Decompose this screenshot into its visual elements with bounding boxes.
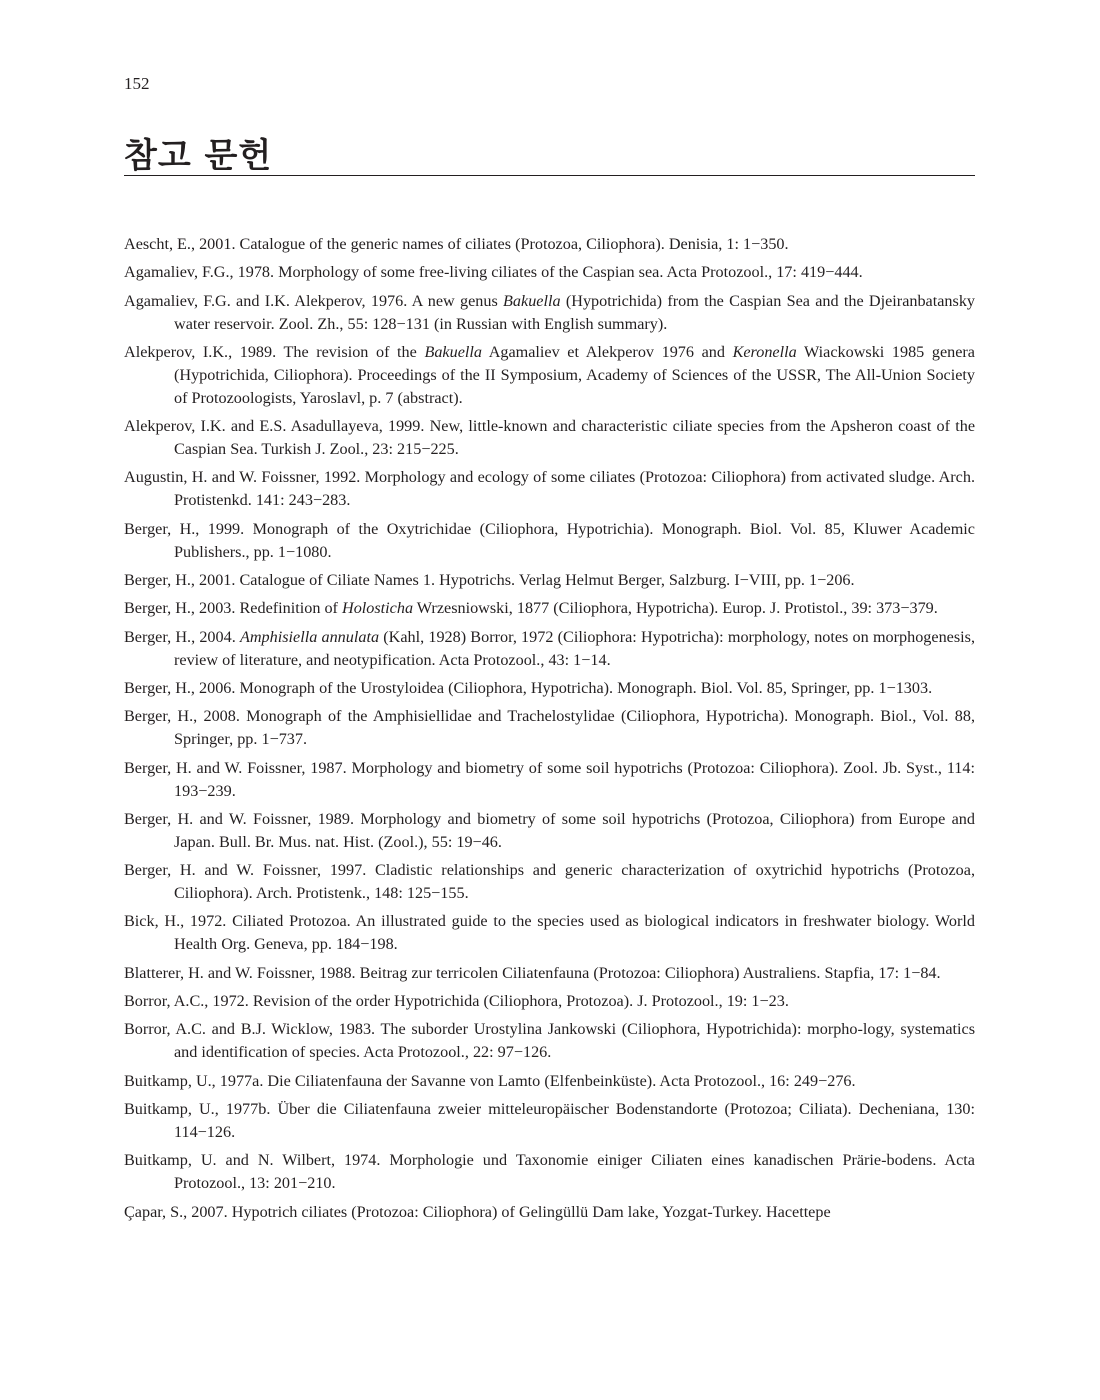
reference-entry: Agamaliev, F.G. and I.K. Alekperov, 1976. A new genus Bakuella (Hypotrichida) from the Caspian Sea and the Djeiranbatansky water reservoir. Zool. Zh., 55: 128−131 (in Russian with English summary). bbox=[124, 291, 976, 333]
reference-entry: Berger, H., 2006. Monograph of the Urostyloidea (Ciliophora, Hypotricha). Monograph. Biol. Vol. 85, Springer, pp. 1−1303. bbox=[124, 678, 933, 697]
reference-entry: Berger, H. and W. Foissner, 1987. Morphology and biometry of some soil hypotrichs (Protozoa: Ciliophora). Zool. Jb. Syst., 114: 193−239. bbox=[124, 758, 975, 800]
reference-entry: Borror, A.C. and B.J. Wicklow, 1983. The suborder Urostylina Jankowski (Ciliophora, Hypotrichida): morpho-logy, systematics and identification of species. Acta Protozool., 22: 97−126. bbox=[124, 1020, 975, 1062]
page-title: 참고 문헌 bbox=[124, 136, 273, 176]
reference-entry: Berger, H., 2008. Monograph of the Amphisiellidae and Trachelostylidae (Ciliophora, Hypotricha). Monograph. Biol., Vol. 88, Springer, pp. 1−737. bbox=[124, 707, 975, 749]
reference-entry: Agamaliev, F.G., 1978. Morphology of some free-living ciliates of the Caspian sea. Acta Protozool., 17: 419−444. bbox=[124, 263, 863, 282]
reference-entry: Alekperov, I.K. and E.S. Asadullayeva, 1999. New, little-known and characteristic ciliate species from the Apsheron coast of the Caspian Sea. Turkish J. Zool., 23: 215−225. bbox=[124, 417, 975, 459]
reference-entry: Berger, H., 1999. Monograph of the Oxytrichidae (Ciliophora, Hypotrichia). Monograph. Biol. Vol. 85, Kluwer Academic Publishers., pp. 1−1080. bbox=[124, 519, 975, 561]
reference-entry: Berger, H., 2003. Redefinition of Holosticha Wrzesniowski, 1877 (Ciliophora, Hypotricha). Europ. J. Protistol., 39: 373−379. bbox=[124, 599, 938, 618]
reference-entry: Berger, H. and W. Foissner, 1989. Morphology and biometry of some soil hypotrichs (Protozoa, Ciliophora) from Europe and Japan. Bull. Br. Mus. nat. Hist. (Zool.), 55: 19−46. bbox=[124, 809, 975, 851]
reference-entry: Buitkamp, U., 1977a. Die Ciliatenfauna der Savanne von Lamto (Elfenbeinküste). Acta Protozool., 16: 249−276. bbox=[124, 1071, 856, 1090]
reference-entry: Bick, H., 1972. Ciliated Protozoa. An illustrated guide to the species used as biological indicators in freshwater biology. World Health Org. Geneva, pp. 184−198. bbox=[124, 912, 975, 954]
reference-entry: Berger, H., 2004. Amphisiella annulata (Kahl, 1928) Borror, 1972 (Ciliophora: Hypotricha): morphology, notes on morphogenesis, review of literature, and neotypification. Acta Protozool., 43: 1−14. bbox=[124, 627, 976, 669]
reference-entry: Berger, H. and W. Foissner, 1997. Cladistic relationships and generic characterization of oxytrichid hypotrichs (Protozoa, Ciliophora). Arch. Protistenk., 148: 125−155. bbox=[124, 861, 975, 903]
reference-list bbox=[124, 233, 975, 1229]
reference-entry: Augustin, H. and W. Foissner, 1992. Morphology and ecology of some ciliates (Protozoa: Ciliophora) from activated sludge. Arch. Protistenkd. 141: 243−283. bbox=[124, 468, 975, 510]
reference-entry: Alekperov, I.K., 1989. The revision of the Bakuella Agamaliev et Alekperov 1976 and Keronella Wiackowski 1985 genera (Hypotrichida, Ciliophora). Proceedings of the II Symposium, Academy of Sciences of the USSR, The All-Union Society of Protozoologists, Yaroslavl, p. 7 (abstract). bbox=[124, 342, 975, 407]
reference-entry: Buitkamp, U. and N. Wilbert, 1974. Morphologie und Taxonomie einiger Ciliaten eines kanadischen Prärie-bodens. Acta Protozool., 13: 201−210. bbox=[124, 1151, 975, 1193]
reference-entry: Blatterer, H. and W. Foissner, 1988. Beitrag zur terricolen Ciliatenfauna (Protozoa: Ciliophora) Australiens. Stapfia, 17: 1−84. bbox=[124, 963, 941, 982]
reference-entry: Çapar, S., 2007. Hypotrich ciliates (Protozoa: Ciliophora) of Gelingüllü Dam lake, Yozgat-Turkey. Hacettepe bbox=[124, 1202, 831, 1221]
reference-entry: Buitkamp, U., 1977b. Über die Ciliatenfauna zweier mitteleuropäischer Bodenstandorte (Protozoa; Ciliata). Decheniana, 130: 114−126. bbox=[124, 1099, 975, 1141]
reference-entry: Borror, A.C., 1972. Revision of the order Hypotrichida (Ciliophora, Protozoa). J. Protozool., 19: 1−23. bbox=[124, 992, 789, 1011]
reference-entry: Berger, H., 2001. Catalogue of Ciliate Names 1. Hypotrichs. Verlag Helmut Berger, Salzburg. I−VIII, pp. 1−206. bbox=[124, 571, 855, 590]
page-number: 152 bbox=[124, 74, 150, 93]
title-underline bbox=[124, 175, 975, 176]
reference-entry: Aescht, E., 2001. Catalogue of the generic names of ciliates (Protozoa, Ciliophora). Denisia, 1: 1−350. bbox=[124, 235, 789, 253]
